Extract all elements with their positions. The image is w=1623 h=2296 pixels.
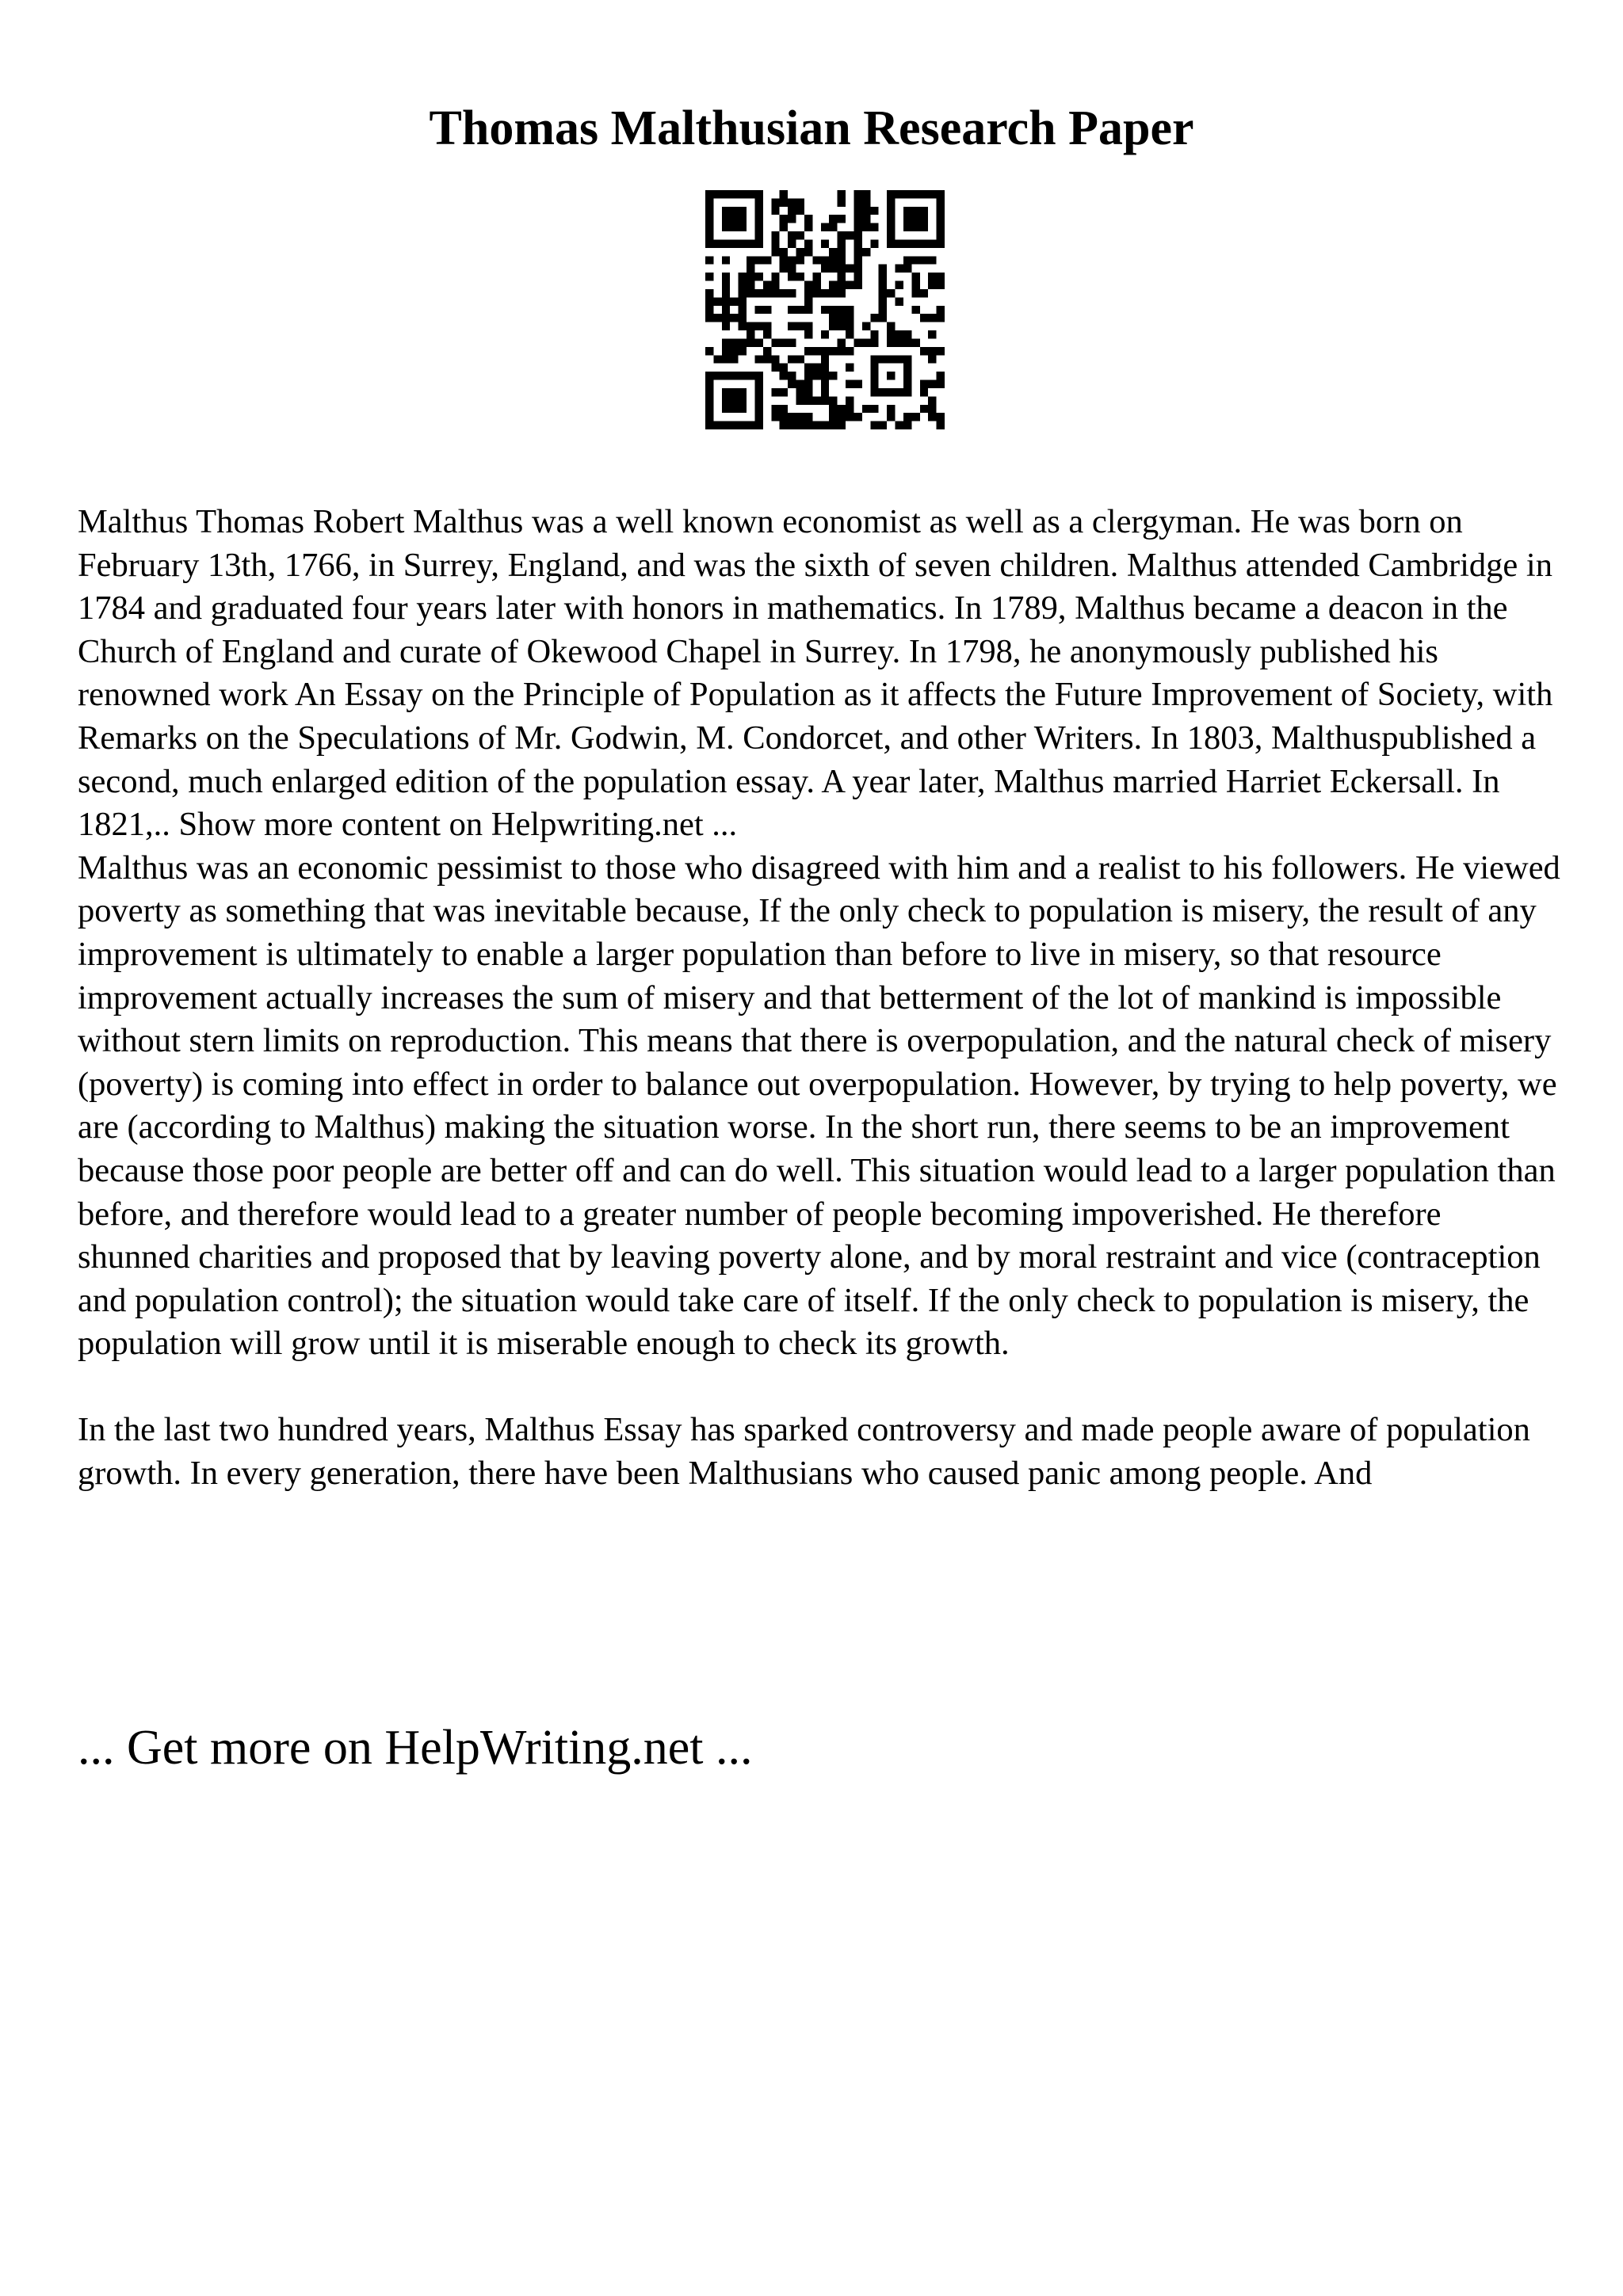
page-title: Thomas Malthusian Research Paper	[429, 101, 1194, 155]
paragraph-biography: Malthus Thomas Robert Malthus was a well known economist as well as a clergyman. He was born on February 13th, 1766, in Surrey, England, and was the sixth of seven children. Malthus attended Cambridge in 1784 and graduated four years later with honors in mathematics. In 1789, Malthus became a deacon in the Church of England and curate of Okewood Chapel in Surrey. In 1798, he anonymously published his renowned work An Essay on the Principle of Population as it affects the Future Improvement of Society, with Remarks on the Speculations of Mr. Godwin, M. Condorcet, and other Writers. In 1803, Malthuspublished a second, much enlarged edition of the population essay. A year later, Malthus married Harriet Eckersall. In 1821,.. Show more content on Helpwriting.net ...	[78, 503, 1553, 844]
paragraph-legacy: In the last two hundred years, Malthus Essay has sparked controversy and made people aware of population growth. In every generation, there have been Malthusians who caused panic among people. And	[78, 1411, 1530, 1493]
get-more-link[interactable]: ... Get more on HelpWriting.net ...	[78, 1721, 753, 1775]
paragraph-pessimism: Malthus was an economic pessimist to those who disagreed with him and a realist to his followers. He viewed poverty as something that was inevitable because, If the only check to population is misery, the result of any improvement is ultimately to enable a larger population than before to live in misery, so that resource improvement actually increases the sum of misery and that betterment of the lot of mankind is impossible without stern limits on reproduction. This means that there is overpopulation, and the natural check of misery (poverty) is coming into effect in order to balance out overpopulation. However, by trying to help poverty, we are (according to Malthus) making the situation worse. In the short run, there seems to be an improvement because those poor people are better off and can do well. This situation would lead to a larger population than before, and therefore would lead to a greater number of people becoming impoverished. He therefore shunned charities and proposed that by leaving poverty alone, and by moral restraint and vice (contraception and population control); the situation would take care of itself. If the only check to population is misery, the population will grow until it is miserable enough to check its growth.	[78, 849, 1560, 1363]
qr-code-icon	[705, 190, 945, 429]
body-text	[78, 501, 1561, 1496]
